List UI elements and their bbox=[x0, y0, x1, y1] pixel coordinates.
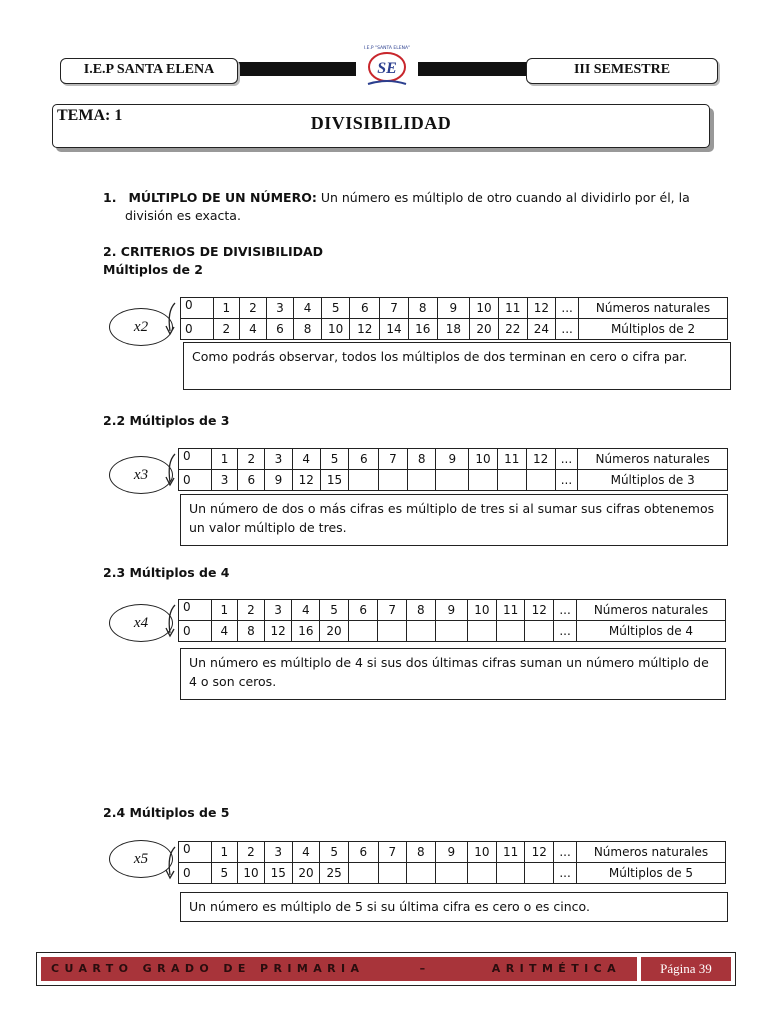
table-cell: 12 bbox=[350, 319, 380, 340]
table-cell: 16 bbox=[292, 621, 320, 642]
logo-caption: I.E.P "SANTA ELENA" bbox=[363, 46, 411, 51]
table-cell bbox=[435, 621, 467, 642]
table-cell bbox=[468, 621, 497, 642]
table-cell: 4 bbox=[240, 319, 267, 340]
table-cell: 16 bbox=[408, 319, 437, 340]
table-cell: 8 bbox=[407, 449, 436, 470]
table-cell bbox=[378, 863, 407, 884]
table-cell: 9 bbox=[435, 842, 467, 863]
rule-note-line-1: Como podrás observar, todos los múltiplos de dos terminan en cero o cifra par. bbox=[192, 349, 688, 364]
topic-title: DIVISIBILIDAD bbox=[310, 113, 452, 133]
table-cell: ... bbox=[554, 600, 577, 621]
factor-oval: x5 bbox=[109, 840, 173, 878]
table-cell: 1 bbox=[211, 842, 238, 863]
table-cell bbox=[407, 621, 436, 642]
multiples-2-title: Múltiplos de 2 bbox=[103, 262, 203, 277]
table-cell: 5 bbox=[320, 842, 349, 863]
multiples-5-title: 2.4 Múltiplos de 5 bbox=[103, 805, 230, 820]
table-cell: 25 bbox=[320, 863, 349, 884]
rule-note-line-2: un valor múltiplo de tres. bbox=[189, 520, 347, 535]
table-cell: 5 bbox=[321, 298, 350, 319]
table-cell: 2 bbox=[238, 600, 265, 621]
table-cell: 10 bbox=[468, 600, 497, 621]
table-cell: 5 bbox=[320, 449, 349, 470]
table-cell: 3 bbox=[264, 600, 292, 621]
topic-label: TEMA: 1 bbox=[57, 107, 123, 124]
rule-note-line-1: Un número es múltiplo de 5 si su última cifra es cero o es cinco. bbox=[189, 899, 590, 914]
table-cell: 9 bbox=[436, 449, 469, 470]
table-cell: 12 bbox=[527, 298, 556, 319]
table-cell: 4 bbox=[294, 298, 322, 319]
naturals-row bbox=[179, 842, 726, 863]
table-cell: 10 bbox=[470, 298, 499, 319]
page-number: Página 39 bbox=[641, 957, 731, 981]
table-cell: 7 bbox=[378, 600, 407, 621]
section-1-text-2: división es exacta. bbox=[125, 208, 241, 223]
table-cell: 6 bbox=[266, 319, 294, 340]
row-label: Múltiplos de 4 bbox=[576, 621, 725, 642]
table-cell bbox=[526, 470, 555, 491]
table-cell bbox=[468, 863, 497, 884]
table-cell bbox=[349, 470, 379, 491]
table-cell: 7 bbox=[378, 842, 407, 863]
curved-arrow-icon bbox=[164, 452, 178, 488]
table-cell: 3 bbox=[211, 470, 238, 491]
multiples-row bbox=[179, 470, 728, 491]
table-cell: 5 bbox=[320, 600, 349, 621]
curved-arrow-icon bbox=[164, 845, 178, 881]
table-cell: 24 bbox=[527, 319, 556, 340]
table-cell: 8 bbox=[407, 600, 436, 621]
factor-oval: x2 bbox=[109, 308, 173, 346]
curved-arrow-icon bbox=[164, 301, 178, 337]
multiples-table bbox=[178, 599, 726, 642]
table-cell: 1 bbox=[211, 449, 238, 470]
table-cell: 4 bbox=[292, 449, 320, 470]
table-cell: 2 bbox=[240, 298, 267, 319]
rule-note-line-1: Un número es múltiplo de 4 si sus dos últimas cifras suman un número múltiplo de bbox=[189, 655, 709, 670]
naturals-row bbox=[179, 600, 726, 621]
school-name: I.E.P SANTA ELENA bbox=[83, 62, 215, 77]
factor-oval: x3 bbox=[109, 456, 173, 494]
table-cell: 2 bbox=[213, 319, 240, 340]
naturals-row bbox=[181, 298, 728, 319]
footer-subject: ARITMÉTICA bbox=[491, 962, 622, 975]
table-cell: 2 bbox=[238, 449, 265, 470]
multiples-row bbox=[181, 319, 728, 340]
section-1-heading: MÚLTIPLO DE UN NÚMERO: bbox=[128, 190, 317, 205]
table-cell: 10 bbox=[321, 319, 350, 340]
table-cell: 7 bbox=[379, 449, 408, 470]
table-cell: 6 bbox=[238, 470, 265, 491]
semester-label: III SEMESTRE bbox=[573, 62, 671, 77]
table-cell: 6 bbox=[349, 842, 379, 863]
table-cell: 4 bbox=[292, 600, 320, 621]
rule-note-line-2: 4 o son ceros. bbox=[189, 674, 277, 689]
school-logo bbox=[356, 42, 418, 90]
section-1 bbox=[103, 189, 723, 225]
table-cell: 15 bbox=[320, 470, 349, 491]
table-cell: 3 bbox=[265, 449, 293, 470]
table-cell: 11 bbox=[496, 842, 525, 863]
footer-grade: CUARTO GRADO DE PRIMARIA bbox=[51, 962, 365, 975]
table-cell: 20 bbox=[320, 621, 349, 642]
table-cell: 20 bbox=[470, 319, 499, 340]
table-cell: 10 bbox=[469, 449, 498, 470]
header-bar-left bbox=[236, 62, 356, 76]
table-cell: 9 bbox=[435, 600, 467, 621]
table-cell: 10 bbox=[468, 842, 497, 863]
row-label: Múltiplos de 5 bbox=[576, 863, 725, 884]
table-cell bbox=[496, 863, 525, 884]
table-cell: 8 bbox=[408, 298, 437, 319]
table-cell bbox=[497, 470, 526, 491]
table-cell: 8 bbox=[238, 621, 265, 642]
section-1-text-1: Un número es múltiplo de otro cuando al dividirlo por él, la bbox=[320, 190, 690, 205]
table-cell bbox=[436, 470, 469, 491]
table-cell: 6 bbox=[350, 298, 380, 319]
table-cell: 6 bbox=[348, 600, 378, 621]
school-name-box bbox=[60, 58, 238, 84]
table-cell: ... bbox=[555, 449, 578, 470]
table-cell: 12 bbox=[264, 621, 292, 642]
table-cell: 7 bbox=[380, 298, 409, 319]
table-cell: 12 bbox=[526, 449, 555, 470]
table-cell: 8 bbox=[407, 842, 436, 863]
table-cell bbox=[407, 470, 436, 491]
multiples-row bbox=[179, 863, 726, 884]
table-cell: 11 bbox=[498, 298, 527, 319]
table-cell bbox=[349, 863, 379, 884]
rule-note bbox=[180, 494, 728, 546]
table-cell bbox=[469, 470, 498, 491]
table-cell: 3 bbox=[264, 842, 292, 863]
row-label: Números naturales bbox=[576, 842, 725, 863]
table-cell: 20 bbox=[292, 863, 320, 884]
table-cell: ... bbox=[554, 842, 577, 863]
rule-note bbox=[180, 892, 728, 922]
table-cell: 0 bbox=[181, 298, 214, 319]
row-label: Números naturales bbox=[576, 600, 725, 621]
section-2-heading: 2. CRITERIOS DE DIVISIBILIDAD bbox=[103, 244, 324, 259]
multiples-table bbox=[178, 448, 728, 491]
row-label: Números naturales bbox=[579, 298, 728, 319]
header-bar-right bbox=[418, 62, 528, 76]
table-cell bbox=[525, 863, 554, 884]
table-cell: 0 bbox=[181, 319, 214, 340]
multiples-4-title: 2.3 Múltiplos de 4 bbox=[103, 565, 230, 580]
multiples-3-title: 2.2 Múltiplos de 3 bbox=[103, 413, 230, 428]
table-cell: ... bbox=[556, 298, 579, 319]
table-cell: 9 bbox=[437, 298, 470, 319]
table-cell: 0 bbox=[179, 842, 212, 863]
rule-note-line-1: Un número de dos o más cifras es múltiplo de tres si al sumar sus cifras obtenemos bbox=[189, 501, 715, 516]
rule-note bbox=[183, 342, 731, 390]
table-cell bbox=[435, 863, 467, 884]
table-cell: 0 bbox=[179, 600, 212, 621]
multiples-row bbox=[179, 621, 726, 642]
section-1-number: 1. bbox=[103, 190, 117, 205]
table-cell: 6 bbox=[349, 449, 379, 470]
table-cell: 22 bbox=[498, 319, 527, 340]
table-cell: 0 bbox=[179, 470, 212, 491]
logo-letters: SE bbox=[377, 60, 397, 77]
footer-bar bbox=[41, 957, 637, 981]
row-label: Múltiplos de 3 bbox=[578, 470, 728, 491]
table-cell: 12 bbox=[292, 470, 320, 491]
footer bbox=[36, 952, 736, 986]
table-cell: 5 bbox=[211, 863, 238, 884]
table-cell bbox=[525, 621, 554, 642]
table-cell: 0 bbox=[179, 449, 212, 470]
table-cell: ... bbox=[554, 621, 577, 642]
table-cell: 9 bbox=[265, 470, 293, 491]
table-cell: ... bbox=[554, 863, 577, 884]
table-cell bbox=[379, 470, 408, 491]
rule-note bbox=[180, 648, 726, 700]
topic-box bbox=[52, 104, 710, 148]
table-cell: ... bbox=[556, 319, 579, 340]
table-cell: 12 bbox=[525, 600, 554, 621]
table-cell: 15 bbox=[264, 863, 292, 884]
table-cell: 14 bbox=[380, 319, 409, 340]
table-cell: ... bbox=[555, 470, 578, 491]
table-cell bbox=[496, 621, 525, 642]
table-cell bbox=[407, 863, 436, 884]
table-cell bbox=[378, 621, 407, 642]
table-cell: 0 bbox=[179, 863, 212, 884]
table-cell: 12 bbox=[525, 842, 554, 863]
table-cell: 3 bbox=[266, 298, 294, 319]
table-cell: 1 bbox=[213, 298, 240, 319]
table-cell: 1 bbox=[211, 600, 238, 621]
table-cell: 11 bbox=[496, 600, 525, 621]
table-cell: 4 bbox=[211, 621, 238, 642]
curved-arrow-icon bbox=[164, 603, 178, 639]
table-cell: 0 bbox=[179, 621, 212, 642]
naturals-row bbox=[179, 449, 728, 470]
table-cell: 18 bbox=[437, 319, 470, 340]
semester-box bbox=[526, 58, 718, 84]
row-label: Múltiplos de 2 bbox=[579, 319, 728, 340]
factor-oval: x4 bbox=[109, 604, 173, 642]
table-cell: 2 bbox=[238, 842, 265, 863]
footer-dash: – bbox=[419, 962, 431, 975]
table-cell: 10 bbox=[238, 863, 265, 884]
multiples-table bbox=[178, 841, 726, 884]
multiples-table bbox=[180, 297, 728, 340]
row-label: Números naturales bbox=[578, 449, 728, 470]
table-cell: 4 bbox=[292, 842, 320, 863]
table-cell bbox=[348, 621, 378, 642]
table-cell: 11 bbox=[497, 449, 526, 470]
table-cell: 8 bbox=[294, 319, 322, 340]
